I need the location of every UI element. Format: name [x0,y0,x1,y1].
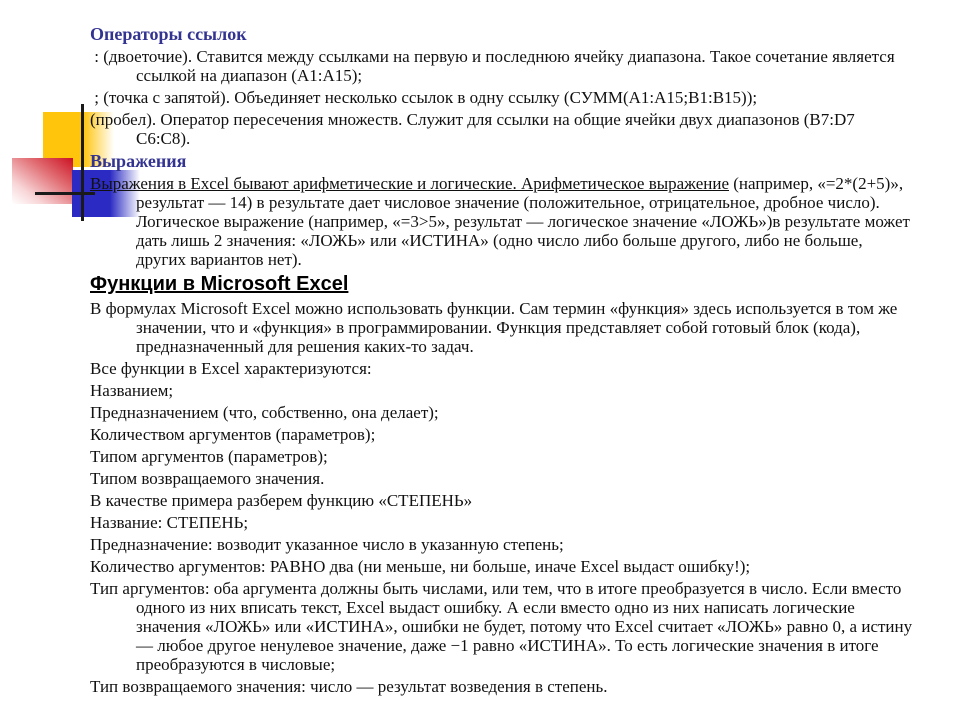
expressions-underlined-text: Выражения в Excel бывают арифметические и логические. Арифметическое выражение [90,174,729,193]
list-item-return-type: Типом возвращаемого значения. [90,469,325,488]
expressions-rest-text: (например, «=2*(2+5)», результат — 14) в результате дает числовое значение (положительное, отрицательное, дробное число). Логическое выражение (например, «=3>5», результат — логическое значение «ЛОЖЬ»)в результате может дать лишь 2 значения: «ЛОЖЬ» или «ИСТИНА» (одно число либо больше другого, либо не больше, других вариантов нет). [136,174,910,269]
paragraph-colon-operator: : (двоеточие). Ставится между ссылками на первую и последнюю ячейку диапазона. Такое сочетание является ссылкой на диапазон (А1:А15); [90,47,895,85]
heading-reference-operators: Операторы ссылок [90,24,247,44]
paragraph-semicolon-operator: ; (точка с запятой). Объединяет несколько ссылок в одну ссылку (СУММ(А1:А15;В1:В15)); [90,88,758,107]
paragraph-example-purpose: Предназначение: возводит указанное число в указанную степень; [90,535,564,554]
paragraph-functions-intro: В формулах Microsoft Excel можно использовать функции. Сам термин «функция» здесь используется в том же значении, что и «функция» в программировании. Функция представляет собой готовый блок (кода), предназначенный для решения каких-то задач. [90,299,898,356]
paragraph-space-operator: (пробел). Оператор пересечения множеств. Служит для ссылки на общие ячейки двух диапазонов (В7:D7 С6:С8). [90,110,859,148]
heading-expressions: Выражения [90,151,187,171]
paragraph-example-intro: В качестве примера разберем функцию «СТЕПЕНЬ» [90,491,473,510]
heading-functions-in-excel: Функции в Microsoft Excel [90,273,349,295]
paragraph-example-rettype: Тип возвращаемого значения: число — результат возведения в степень. [90,677,608,696]
paragraph-example-name: Название: СТЕПЕНЬ; [90,513,249,532]
list-item-arg-count: Количеством аргументов (параметров); [90,425,376,444]
paragraph-all-functions: Все функции в Excel характеризуются: [90,359,372,378]
paragraph-example-argtype: Тип аргументов: оба аргумента должны быть числами, или тем, что в итоге преобразуется в число. Если вместо одного из них вписать текст, Excel выдаст ошибку. А если вместо одно из них написать логические значения «ЛОЖЬ» или «ИСТИНА», ошибки не будет, потому что Excel считает «ЛОЖЬ» равно 0, а истину — любое другое ненулевое значение, даже −1 равно «ИСТИНА». То есть логические значения в итоге преобразуются в числовые; [90,579,913,674]
paragraph-expressions [90,174,915,269]
list-item-purpose: Предназначением (что, собственно, она делает); [90,403,439,422]
paragraph-example-argcount: Количество аргументов: РАВНО два (ни меньше, ни больше, иначе Excel выдаст ошибку!); [90,557,751,576]
list-item-name: Названием; [90,381,174,400]
list-item-arg-type: Типом аргументов (параметров); [90,447,328,466]
